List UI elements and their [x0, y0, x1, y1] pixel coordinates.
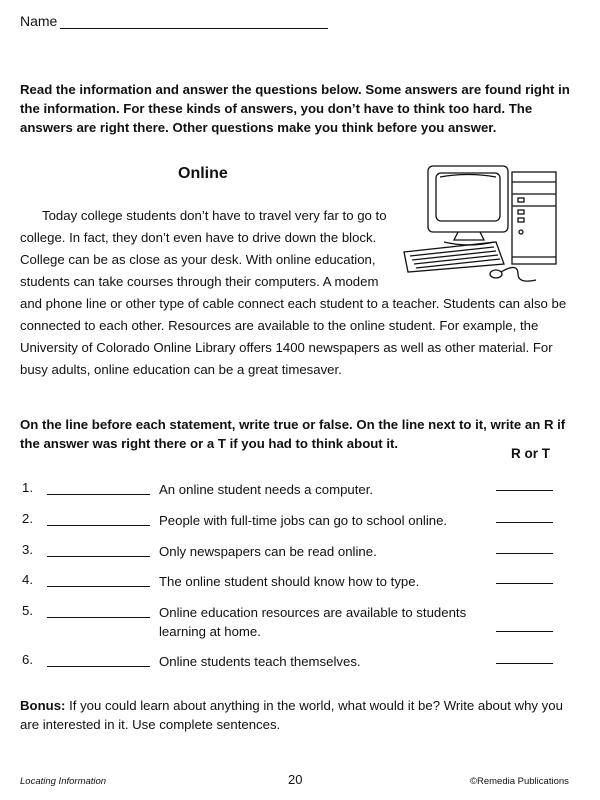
question-row	[0, 480, 600, 500]
r-or-t-header: R or T	[511, 446, 550, 461]
true-false-answer-line[interactable]	[47, 494, 150, 495]
bonus-section	[20, 696, 580, 734]
question-row	[0, 572, 600, 592]
instructions: Read the information and answer the questions below. Some answers are found right in the information. For these kinds of answers, you don’t have to think too hard. The answers are right there. Other questions make you think before you answer.	[20, 82, 570, 135]
computer-icon	[400, 162, 568, 284]
question-text: Only newspapers can be read online.	[159, 544, 377, 559]
true-false-answer-line[interactable]	[47, 586, 150, 587]
name-label: Name	[20, 13, 58, 29]
r-or-t-answer-line[interactable]	[496, 522, 553, 523]
question-number: 5.	[22, 603, 33, 618]
bonus-label: Bonus:	[20, 698, 66, 713]
r-or-t-answer-line[interactable]	[496, 663, 553, 664]
true-false-answer-line[interactable]	[47, 525, 150, 526]
question-text: People with full-time jobs can go to school online.	[159, 513, 448, 528]
true-false-answer-line[interactable]	[47, 556, 150, 557]
r-or-t-answer-line[interactable]	[496, 490, 553, 491]
question-number: 3.	[22, 542, 33, 557]
question-number: 4.	[22, 572, 33, 587]
true-false-answer-line[interactable]	[47, 617, 150, 618]
question-number: 1.	[22, 480, 33, 495]
question-row	[0, 542, 600, 562]
question-row	[0, 652, 600, 672]
r-or-t-answer-line[interactable]	[496, 631, 553, 632]
question-number: 6.	[22, 652, 33, 667]
question-row	[0, 511, 600, 531]
questions-instructions: On the line before each statement, write true or false. On the line next to it, write an R if the answer was right there or a T if you had to think about it.	[20, 417, 566, 451]
true-false-answer-line[interactable]	[47, 666, 150, 667]
r-or-t-answer-line[interactable]	[496, 583, 553, 584]
r-or-t-answer-line[interactable]	[496, 553, 553, 554]
question-text: The online student should know how to type.	[159, 574, 420, 589]
passage-text-bottom: and phone line or other type of cable connect each student to a teacher. Students can also be connected to each other. Resources are available to the online student. For example, the University of Colorado Online Library offers 1400 newspapers as well as other material. For busy adults, online education can be a great timesaver.	[20, 296, 567, 377]
bonus-text: If you could learn about anything in the world, what would it be? Write about why you are interested in it. Use complete sentences.	[20, 698, 563, 732]
question-text: An online student needs a computer.	[159, 482, 374, 497]
passage-text-top: Today college students don’t have to travel very far to go to college. In fact, they don’t even have to drive down the block. College can be as close as your desk. With online education, students can take courses through their computers. A modem	[20, 208, 387, 289]
footer-publisher: ©Remedia Publications	[470, 776, 569, 787]
question-row	[0, 603, 600, 643]
question-text: Online students teach themselves.	[159, 654, 361, 669]
question-text: Online education resources are available to students learning at home.	[159, 605, 467, 639]
page-number: 20	[288, 772, 303, 787]
passage-title: Online	[178, 165, 228, 182]
question-number: 2.	[22, 511, 33, 526]
name-line[interactable]	[60, 28, 328, 29]
footer-section-title: Locating Information	[20, 776, 107, 787]
